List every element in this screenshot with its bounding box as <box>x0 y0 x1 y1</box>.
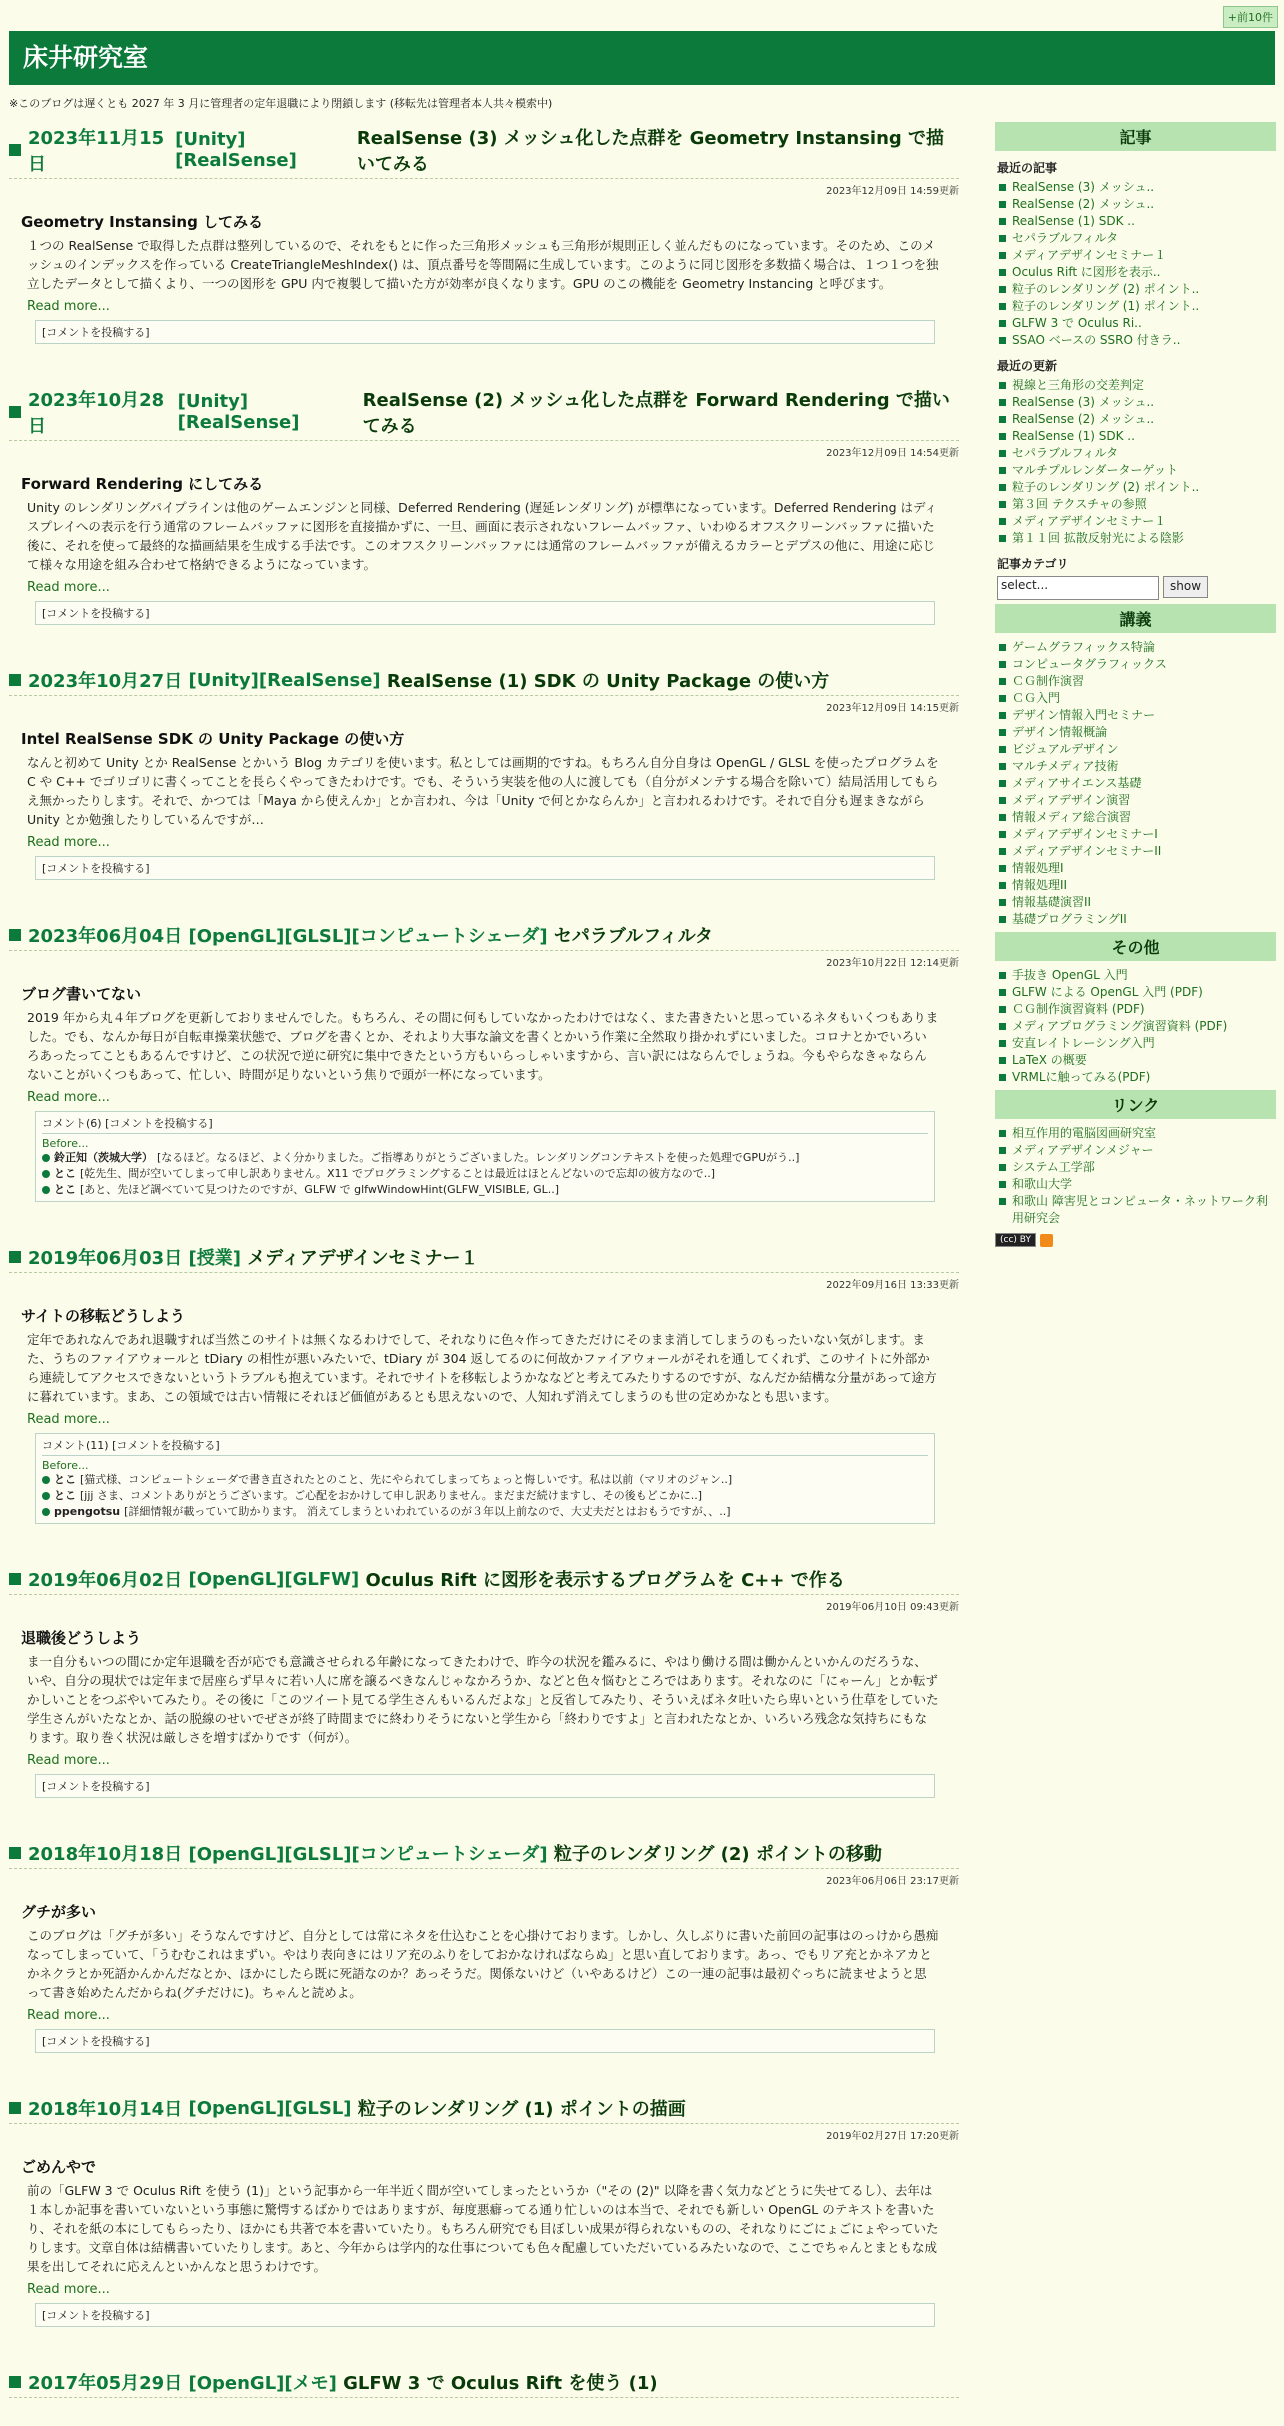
entry-date[interactable]: 2023年10月27日 <box>28 671 183 692</box>
read-more-link[interactable]: Read more... <box>27 2008 110 2023</box>
recent-update-label[interactable]: セパラブルフィルタ <box>1012 446 1119 460</box>
site-title[interactable]: 床井研究室 <box>23 43 149 72</box>
entry-date[interactable]: 2023年10月28日 <box>28 390 165 437</box>
recent-article-item[interactable] <box>999 213 1276 230</box>
entry-updated: 2022年09月16日 13:33更新 <box>826 1280 959 1291</box>
lecture-label[interactable]: ゲームグラフィックス特論 <box>1012 640 1155 654</box>
lecture-item[interactable] <box>999 809 1276 826</box>
lecture-item[interactable] <box>999 673 1276 690</box>
other-link-item[interactable] <box>999 1018 1276 1035</box>
recent-update-item[interactable] <box>999 394 1276 411</box>
comment-excerpt[interactable]: [詳細情報が載っていて助かります。 消えてしまうといわれているのが３年以上前なので、大丈夫だとはおもうですが、、..] <box>124 1505 731 1518</box>
comment-bullet-icon <box>42 1170 50 1178</box>
comment-author: とこ <box>54 1489 76 1502</box>
other-link-label[interactable]: VRMLに触ってみる(PDF) <box>1012 1070 1151 1084</box>
section-heading: ごめんやで <box>21 2158 97 2176</box>
external-link-item[interactable] <box>999 1125 1276 1142</box>
lecture-item[interactable] <box>999 707 1276 724</box>
entry-categories[interactable]: [授業] <box>188 1248 241 1269</box>
recent-update-item[interactable] <box>999 462 1276 479</box>
lecture-label[interactable]: デザイン情報概論 <box>1012 725 1108 739</box>
entry-updated: 2023年12月09日 14:59更新 <box>826 186 959 197</box>
recent-article-item[interactable] <box>999 196 1276 213</box>
recent-article-label[interactable]: RealSense (2) メッシュ.. <box>1012 197 1155 211</box>
comment-row <box>42 1182 928 1198</box>
comment-excerpt[interactable]: [乾先生、間が空いてしまって申し訳ありません。X11 でプログラミングすることは最近はほとんどないので忘却の彼方なので..] <box>80 1167 716 1180</box>
section-heading: ブログ書いてない <box>21 985 142 1003</box>
read-more-link[interactable]: Read more... <box>27 1412 110 1427</box>
entry-body: Unity のレンダリングパイプラインは他のゲームエンジンと同様、Deferred Rendering (遅延レンダリング) が標準になっています。Deferred Rendering はディスプレイへの表示を行う通常のフレームバッファに図形を直接描かずに、一旦、画面に表示されないフレームバッファ、いわゆるオフスクリーンバッファに描いた後に、それを使って最終的な描画結果を生成する手法です。このオフスクリーンバッファには通常のフレームバッファが備えるカラーとデプスの他に、用途に応じて様々な用途を組み合わせて格納できるようになっています。 <box>27 500 937 572</box>
entry-title <box>9 380 959 441</box>
category-label: 記事カテゴリ <box>997 557 1069 571</box>
entry-categories[interactable]: [Unity][RealSense] <box>177 391 300 433</box>
recent-article-item[interactable] <box>999 298 1276 315</box>
lecture-label[interactable]: ビジュアルデザイン <box>1012 742 1119 756</box>
links-list <box>995 1125 1276 1227</box>
other-link-item[interactable] <box>999 1035 1276 1052</box>
recent-update-item[interactable] <box>999 445 1276 462</box>
lectures-list <box>995 639 1276 928</box>
recent-updates-label: 最近の更新 <box>997 359 1058 373</box>
comment-bullet-icon <box>42 1476 50 1484</box>
recent-update-label[interactable]: 第１１回 拡散反射光による陰影 <box>1012 531 1184 545</box>
entry-title-text: GLFW 3 で Oculus Rift を使う (1) <box>343 2373 658 2394</box>
lecture-item[interactable] <box>999 775 1276 792</box>
recent-update-item[interactable] <box>999 496 1276 513</box>
recent-update-item[interactable] <box>999 530 1276 547</box>
entry-updated: 2023年06月06日 23:17更新 <box>826 1876 959 1887</box>
lecture-label[interactable]: 基礎プログラミングII <box>1012 912 1127 926</box>
entry-body: このブログは「グチが多い」そうなんですけど、自分としては常にネタを仕込むことを心掛けております。しかし、久しぶりに書いた前回の記事はのっけから愚痴なってしまっていて、「うむむこれはまずい。やはり表向きにはリア充のふりをしておかなければならぬ」と思い直しております。あっ、でもリア充とかネアカとかネクラとか死語かんかんだなとか、ほかにしたら既に死語なのか？あっそうだ。関係ないけど（いやあるけど）この一連の記事は最初ぐっちに読ませようと思って書き始めたんだからね(グチだけに)。ちゃんと読めよ。 <box>27 1928 939 2000</box>
other-link-item[interactable] <box>999 967 1276 984</box>
entry-body: ま一自分もいつの間にか定年退職を否が応でも意識させられる年齢になってきたわけで、昨今の状況を鑑みるに、やはり働ける間は働かんといかんのだろうな、いや、自分の現状では定年まで居座らず早々に若い人に席を譲るべきなんじゃなかろうか、などと色々悩むところではあります。それなのに「にゃーん」とか転ずかしいことをつぶやいてみたり。その後に「このツイート見てる学生さんもいるんだよな」と反省してみたり、そういえばネタ吐いたら卑いという仕草をしていた学生さんがいたなとか、話の脱線のせいでぜさが終了時間までに終わりそうにないと学生から「終わりですよ」と言われたなとか、いろいろ残念な気持ちにもなります。取り巻く状況は厳しさを増すばかりです（何が）。 <box>27 1654 939 1745</box>
lecture-label[interactable]: メディアデザイン演習 <box>1012 793 1131 807</box>
other-link-label[interactable]: 手抜き OpenGL 入門 <box>1012 968 1128 982</box>
lecture-item[interactable] <box>999 690 1276 707</box>
lecture-item[interactable] <box>999 894 1276 911</box>
entry-title <box>9 2363 959 2398</box>
lecture-label[interactable]: 情報基礎演習II <box>1012 895 1092 909</box>
entry-bullet-icon <box>9 1251 21 1263</box>
comment-author: とこ <box>54 1473 76 1486</box>
entry-updated: 2019年02月27日 17:20更新 <box>826 2131 959 2142</box>
recent-update-label[interactable]: RealSense (3) メッシュ.. <box>1012 395 1155 409</box>
entry-categories[interactable]: [OpenGL][GLFW] <box>188 1568 360 1590</box>
recent-article-item[interactable] <box>999 281 1276 298</box>
lecture-item[interactable] <box>999 826 1276 843</box>
comment-author: ppengotsu <box>54 1505 121 1518</box>
recent-article-label[interactable]: セパラブルフィルタ <box>1012 231 1119 245</box>
read-more-link[interactable]: Read more... <box>27 299 110 314</box>
entry-bullet-icon <box>9 1573 21 1585</box>
lecture-item[interactable] <box>999 724 1276 741</box>
post-comment-link[interactable]: [コメントを投稿する] <box>42 2309 150 2322</box>
external-link-label[interactable]: メディアデザインメジャー <box>1012 1143 1154 1157</box>
blog-entry <box>9 661 959 880</box>
recent-article-label[interactable]: メディアデザインセミナー１ <box>1012 248 1167 262</box>
lecture-item[interactable] <box>999 792 1276 809</box>
external-link-item[interactable] <box>999 1176 1276 1193</box>
entry-date[interactable]: 2019年06月02日 <box>28 1570 183 1591</box>
lecture-item[interactable] <box>999 758 1276 775</box>
recent-update-item[interactable] <box>999 513 1276 530</box>
entry-title <box>9 661 959 696</box>
blog-entry <box>9 2363 959 2398</box>
lecture-label[interactable]: 情報処理I <box>1012 861 1064 875</box>
recent-article-label[interactable]: 粒子のレンダリング (2) ポイント.. <box>1012 282 1200 296</box>
post-comment-link[interactable]: [コメントを投稿する] <box>42 2035 150 2048</box>
comment-author: 鈴正知（茨城大学） <box>54 1151 153 1164</box>
sidebar-header-links: リンク <box>995 1090 1276 1119</box>
entry-categories[interactable]: [Unity][RealSense] <box>175 129 297 171</box>
other-link-label[interactable]: ＣＧ制作演習資料 (PDF) <box>1012 1002 1145 1016</box>
recent-articles-label: 最近の記事 <box>997 161 1058 175</box>
comment-author: とこ <box>54 1167 76 1180</box>
entry-title-text: メディアデザインセミナー１ <box>247 1248 479 1269</box>
category-select[interactable]: select... <box>997 576 1159 600</box>
post-comment-link[interactable]: [コメントを投稿する] <box>42 607 150 620</box>
blog-entry <box>9 1560 959 1798</box>
blog-entry <box>9 380 959 625</box>
recent-article-label[interactable]: RealSense (3) メッシュ.. <box>1012 180 1155 194</box>
other-link-item[interactable] <box>999 1001 1276 1018</box>
entry-date[interactable]: 2019年06月03日 <box>28 1248 183 1269</box>
other-link-item[interactable] <box>999 1052 1276 1069</box>
comments-before-link[interactable]: Before... <box>42 1459 89 1472</box>
site-banner <box>9 31 1275 85</box>
entry-title-text: RealSense (2) メッシュ化した点群を Forward Rendering で描いてみる <box>362 390 950 437</box>
entry-categories[interactable]: [Unity][RealSense] <box>188 669 381 691</box>
blog-entry <box>9 1834 959 2053</box>
post-comment-link[interactable]: [コメントを投稿する] <box>42 862 150 875</box>
read-more-link[interactable]: Read more... <box>27 1090 110 1105</box>
entry-bullet-icon <box>9 1847 21 1859</box>
recent-update-label[interactable]: 第３回 テクスチャの参照 <box>1012 497 1147 511</box>
comments-before-link[interactable]: Before... <box>42 1137 89 1150</box>
comment-box <box>35 856 935 880</box>
comment-bullet-icon <box>42 1508 50 1516</box>
read-more-link[interactable]: Read more... <box>27 835 110 850</box>
comment-box <box>35 320 935 344</box>
prev-10-link[interactable]: +前10件 <box>1223 6 1278 28</box>
comment-row <box>42 1472 928 1488</box>
external-link-item[interactable] <box>999 1142 1276 1159</box>
recent-update-label[interactable]: RealSense (1) SDK .. <box>1012 429 1135 443</box>
comment-box <box>35 1774 935 1798</box>
comment-box <box>35 2303 935 2327</box>
comment-box <box>35 1111 935 1202</box>
comment-row <box>42 1504 928 1520</box>
entry-title-text: 粒子のレンダリング (2) ポイントの移動 <box>553 1844 882 1865</box>
entry-updated: 2023年12月09日 14:15更新 <box>826 703 959 714</box>
comment-box <box>35 601 935 625</box>
entry-body: 前の「GLFW 3 で Oculus Rift を使う (1)」という記事から一年半近く間が空いてしまったというか（"その (2)" 以降を書く気力などとうに失せてるし）、去年は１本しか記事を書いていないという事態に驚愕するばかりではありますが、毎度悪癖ってる通り忙しいのは本当で、それでも新しい OpenGL のテキストを書いたり、それを紙の本にしてもらったり、ほかにも共著で本を書いていたり。もちろん研究でも目ぼしい成果が得られないものの、それなりにごにょごにょやっていたりします。文章自体は結構書いていたりします。あと、今年からは学内的な仕事についても色々配慮していただいているみたいなので、ここでちゃんとまともな成果を出してそれに応えんといかんなと思うわけです。 <box>27 2183 939 2274</box>
rss-icon[interactable] <box>1040 1234 1053 1247</box>
blog-entry <box>9 1238 959 1524</box>
read-more-link[interactable]: Read more... <box>27 2282 110 2297</box>
entry-title-text: セパラブルフィルタ <box>553 926 714 947</box>
lecture-item[interactable] <box>999 877 1276 894</box>
comment-row <box>42 1166 928 1182</box>
entry-categories[interactable]: [OpenGL][GLSL][コンピュートシェーダ] <box>188 926 548 947</box>
comment-excerpt[interactable]: [猫式様、コンピュートシェーダで書き直されたとのこと、先にやられてしまってちょっと悔しいです。私は以前（マリオのジャン..] <box>80 1473 733 1486</box>
lecture-item[interactable] <box>999 741 1276 758</box>
lecture-item[interactable] <box>999 911 1276 928</box>
recent-update-item[interactable] <box>999 479 1276 496</box>
recent-update-label[interactable]: 視線と三角形の交差判定 <box>1012 378 1145 392</box>
comment-row <box>42 1488 928 1504</box>
recent-article-item[interactable] <box>999 332 1276 349</box>
section-heading: サイトの移転どうしよう <box>21 1307 185 1325</box>
lecture-label[interactable]: メディアデザインセミナーII <box>1012 844 1162 858</box>
external-link-item[interactable] <box>999 1193 1276 1227</box>
blog-entry <box>9 118 959 344</box>
comment-excerpt[interactable]: [なるほど。なるほど、よく分かりました。ご指導ありがとうございました。レンダリングコンテキストを使った処理でGPUがう..] <box>157 1151 800 1164</box>
entry-categories[interactable]: [OpenGL][GLSL][コンピュートシェーダ] <box>188 1844 548 1865</box>
recent-article-item[interactable] <box>999 179 1276 196</box>
recent-update-label[interactable]: 粒子のレンダリング (2) ポイント.. <box>1012 480 1200 494</box>
entry-bullet-icon <box>9 929 21 941</box>
sidebar-header-articles: 記事 <box>995 122 1276 151</box>
entry-bullet-icon <box>9 406 21 418</box>
lecture-label[interactable]: コンピュータグラフィックス <box>1012 657 1167 671</box>
entry-body: １つの RealSense で取得した点群は整列しているので、それをもとに作った三角形メッシュも三角形が規則正しく並んだものになっています。そのため、このメッシュのインデックスを作っている CreateTriangleMeshIndex() は、頂点番号を等間隔に生成しています。このように同じ図形を多数描く場合は、１つ１つを独立したデータとして描くより、一つの図形を GPU 内で複製して描いた方が効率が良くなります。GPU のこの機能を Geometry Instancing と呼びます。 <box>27 238 939 291</box>
entry-title-text: RealSense (3) メッシュ化した点群を Geometry Instansing で描いてみる <box>356 128 945 175</box>
entry-title <box>9 1834 959 1869</box>
entry-bullet-icon <box>9 144 21 156</box>
lecture-item[interactable] <box>999 843 1276 860</box>
recent-updates-list <box>995 377 1276 547</box>
recent-article-label[interactable]: GLFW 3 で Oculus Ri.. <box>1012 316 1142 330</box>
recent-article-label[interactable]: 粒子のレンダリング (1) ポイント.. <box>1012 299 1200 313</box>
recent-article-item[interactable] <box>999 264 1276 281</box>
other-link-item[interactable] <box>999 984 1276 1001</box>
other-link-label[interactable]: GLFW による OpenGL 入門 (PDF) <box>1012 985 1203 999</box>
comment-bullet-icon <box>42 1186 50 1194</box>
external-link-label[interactable]: システム工学部 <box>1012 1160 1095 1174</box>
recent-articles-list <box>995 179 1276 349</box>
lecture-label[interactable]: メディアデザインセミナーI <box>1012 827 1158 841</box>
entry-date[interactable]: 2018年10月18日 <box>28 1844 183 1865</box>
cc-by-badge[interactable]: (cc) BY <box>995 1233 1036 1247</box>
other-link-label[interactable]: メディアプログラミング演習資料 (PDF) <box>1012 1019 1228 1033</box>
sidebar-header-lectures: 講義 <box>995 604 1276 633</box>
recent-article-item[interactable] <box>999 230 1276 247</box>
blog-entry <box>9 2089 959 2327</box>
entry-date[interactable]: 2023年06月04日 <box>28 926 183 947</box>
comment-excerpt[interactable]: [jjj さま、コメントありがとうございます。ご心配をおかけして申し訳ありません。まだまだ続けますし、その後もどこかに..] <box>80 1489 703 1502</box>
comment-header[interactable]: コメント(6) [コメントを投稿する] <box>42 1115 928 1134</box>
comment-box <box>35 1433 935 1524</box>
comment-excerpt[interactable]: [あと、先ほど調べていて見つけたのですが、GLFW で glfwWindowHint(GLFW_VISIBLE, GL..] <box>80 1183 560 1196</box>
external-link-label[interactable]: 相互作用的電脳図画研究室 <box>1012 1126 1157 1140</box>
entry-title <box>9 2089 959 2124</box>
lecture-item[interactable] <box>999 656 1276 673</box>
recent-article-item[interactable] <box>999 315 1276 332</box>
lecture-label[interactable]: 情報処理II <box>1012 878 1068 892</box>
other-link-label[interactable]: LaTeX の概要 <box>1012 1053 1087 1067</box>
entry-title-text: Oculus Rift に図形を表示するプログラムを C++ で作る <box>365 1570 845 1591</box>
lecture-label[interactable]: 情報メディア総合演習 <box>1012 810 1132 824</box>
entry-date[interactable]: 2023年11月15日 <box>28 128 165 175</box>
lecture-label[interactable]: デザイン情報入門セミナー <box>1012 708 1156 722</box>
external-link-item[interactable] <box>999 1159 1276 1176</box>
post-comment-link[interactable]: [コメントを投稿する] <box>42 326 150 339</box>
section-heading: Intel RealSense SDK の Unity Package の使い方 <box>21 730 405 748</box>
recent-article-label[interactable]: RealSense (1) SDK .. <box>1012 214 1135 228</box>
recent-article-item[interactable] <box>999 247 1276 264</box>
comment-bullet-icon <box>42 1154 50 1162</box>
entry-updated: 2019年06月10日 09:43更新 <box>826 1602 959 1613</box>
entry-bullet-icon <box>9 2376 21 2388</box>
show-button[interactable]: show <box>1163 576 1208 598</box>
section-heading: Forward Rendering にしてみる <box>21 475 264 493</box>
section-heading: 退職後どうしよう <box>21 1629 142 1647</box>
entry-title-text: RealSense (1) SDK の Unity Package の使い方 <box>386 671 830 692</box>
comment-header[interactable]: コメント(11) [コメントを投稿する] <box>42 1437 928 1456</box>
entry-updated: 2023年10月22日 12:14更新 <box>826 958 959 969</box>
blog-entry <box>9 916 959 1202</box>
recent-update-item[interactable] <box>999 428 1276 445</box>
lecture-item[interactable] <box>999 860 1276 877</box>
read-more-link[interactable]: Read more... <box>27 1753 110 1768</box>
recent-article-label[interactable]: Oculus Rift に図形を表示.. <box>1012 265 1161 279</box>
entry-title-text: 粒子のレンダリング (1) ポイントの描画 <box>357 2099 686 2120</box>
entry-title <box>9 118 959 179</box>
comment-bullet-icon <box>42 1492 50 1500</box>
entry-title <box>9 1238 959 1273</box>
recent-update-label[interactable]: マルチプルレンダーターゲット <box>1012 463 1178 477</box>
recent-update-item[interactable] <box>999 411 1276 428</box>
other-list <box>995 967 1276 1086</box>
entry-categories[interactable]: [OpenGL][GLSL] <box>188 2097 352 2119</box>
entry-title <box>9 916 959 951</box>
recent-update-item[interactable] <box>999 377 1276 394</box>
entry-date[interactable]: 2017年05月29日 <box>28 2373 183 2394</box>
lecture-item[interactable] <box>999 639 1276 656</box>
lecture-label[interactable]: ＣＧ入門 <box>1012 691 1061 705</box>
other-link-label[interactable]: 安直レイトレーシング入門 <box>1012 1036 1155 1050</box>
external-link-label[interactable]: 和歌山 障害児とコンピュータ・ネットワーク利用研究会 <box>1012 1194 1268 1225</box>
sidebar <box>995 118 1276 1247</box>
section-heading: グチが多い <box>21 1903 97 1921</box>
sidebar-header-other: その他 <box>995 932 1276 961</box>
other-link-item[interactable] <box>999 1069 1276 1086</box>
entry-date[interactable]: 2018年10月14日 <box>28 2099 183 2120</box>
entry-bullet-icon <box>9 2102 21 2114</box>
recent-update-label[interactable]: メディアデザインセミナー１ <box>1012 514 1167 528</box>
lecture-label[interactable]: メディアサイエンス基礎 <box>1012 776 1142 790</box>
comment-row <box>42 1150 928 1166</box>
lecture-label[interactable]: ＣＧ制作演習 <box>1012 674 1085 688</box>
entry-title <box>9 1560 959 1595</box>
main-content <box>9 118 959 2398</box>
comment-box <box>35 2029 935 2053</box>
section-heading: Geometry Instansing してみる <box>21 213 264 231</box>
entry-body: 2019 年から丸４年ブログを更新しておりませんでした。もちろん、その間に何もしていなかったわけではなく、また書きたいと思っているネタもいくつもありました。でも、なんか毎日が自転車操業状態で、ブログを書くとか、それより大事な論文を書くとかいう作業に全然取り掛かれずにいました。コロナとかでいろいろあったってこともあるんですけど、この状況で逆に研究に集中できたという方もいらっしゃいますから、言い訳にはならんでしょうね。今もやらなきゃならんないことがいくつもあって、忙しい、時間が足りないという焦りで頭が一杯になっています。 <box>27 1010 939 1082</box>
entry-bullet-icon <box>9 674 21 686</box>
closure-notice: ※このブログは遅くとも 2027 年 3 月に管理者の定年退職により閉鎖します (移転先は管理者本人共々模索中) <box>9 97 553 110</box>
external-link-label[interactable]: 和歌山大学 <box>1012 1177 1073 1191</box>
entry-body: なんと初めて Unity とか RealSense とかいう Blog カテゴリを使います。私としては画期的ですね。もちろん自分自身は OpenGL / GLSL を使ったプログラムを C や C++ でゴリゴリに書くってことを長らくやってきたわけです。でも、そういう実装を他の人に渡しても（自分がメンテする場合を除いて）結局活用してもらえ無かったりします。それで、かつては「Maya から使えんか」とか言われ、今は「Unity で何とかならんか」と言われるわけです。それで自分も遅まきながら Unity とか勉強したりしているんですが… <box>27 755 939 827</box>
lecture-label[interactable]: マルチメディア技術 <box>1012 759 1119 773</box>
entry-body: 定年であれなんであれ退職すれば当然このサイトは無くなるわけでして、それなりに色々作ってきただけにそのまま消してしまうのもったいない気がします。また、うちのファイアウォールと tDiary の相性が悪いみたいで、tDiary が 304 返してるのに何故かファイアウォールがそれを通してくれず、このサイトに外部から連続してアクセスできないというトラブルも抱えています。それでサイトを移転しようかななどと考えてみたりするのですが、なんだか結構な分量があって途方に暮れています。まあ、この領域では古い情報にそれほど価値があるとも思えないので、人知れず消えてしまうのも世の定めかなとも思います。 <box>27 1332 937 1404</box>
recent-update-label[interactable]: RealSense (2) メッシュ.. <box>1012 412 1155 426</box>
comment-author: とこ <box>54 1183 76 1196</box>
entry-categories[interactable]: [OpenGL][メモ] <box>188 2373 337 2394</box>
read-more-link[interactable]: Read more... <box>27 580 110 595</box>
recent-article-label[interactable]: SSAO ベースの SSRO 付きラ.. <box>1012 333 1181 347</box>
post-comment-link[interactable]: [コメントを投稿する] <box>42 1780 150 1793</box>
entry-updated: 2023年12月09日 14:54更新 <box>826 448 959 459</box>
